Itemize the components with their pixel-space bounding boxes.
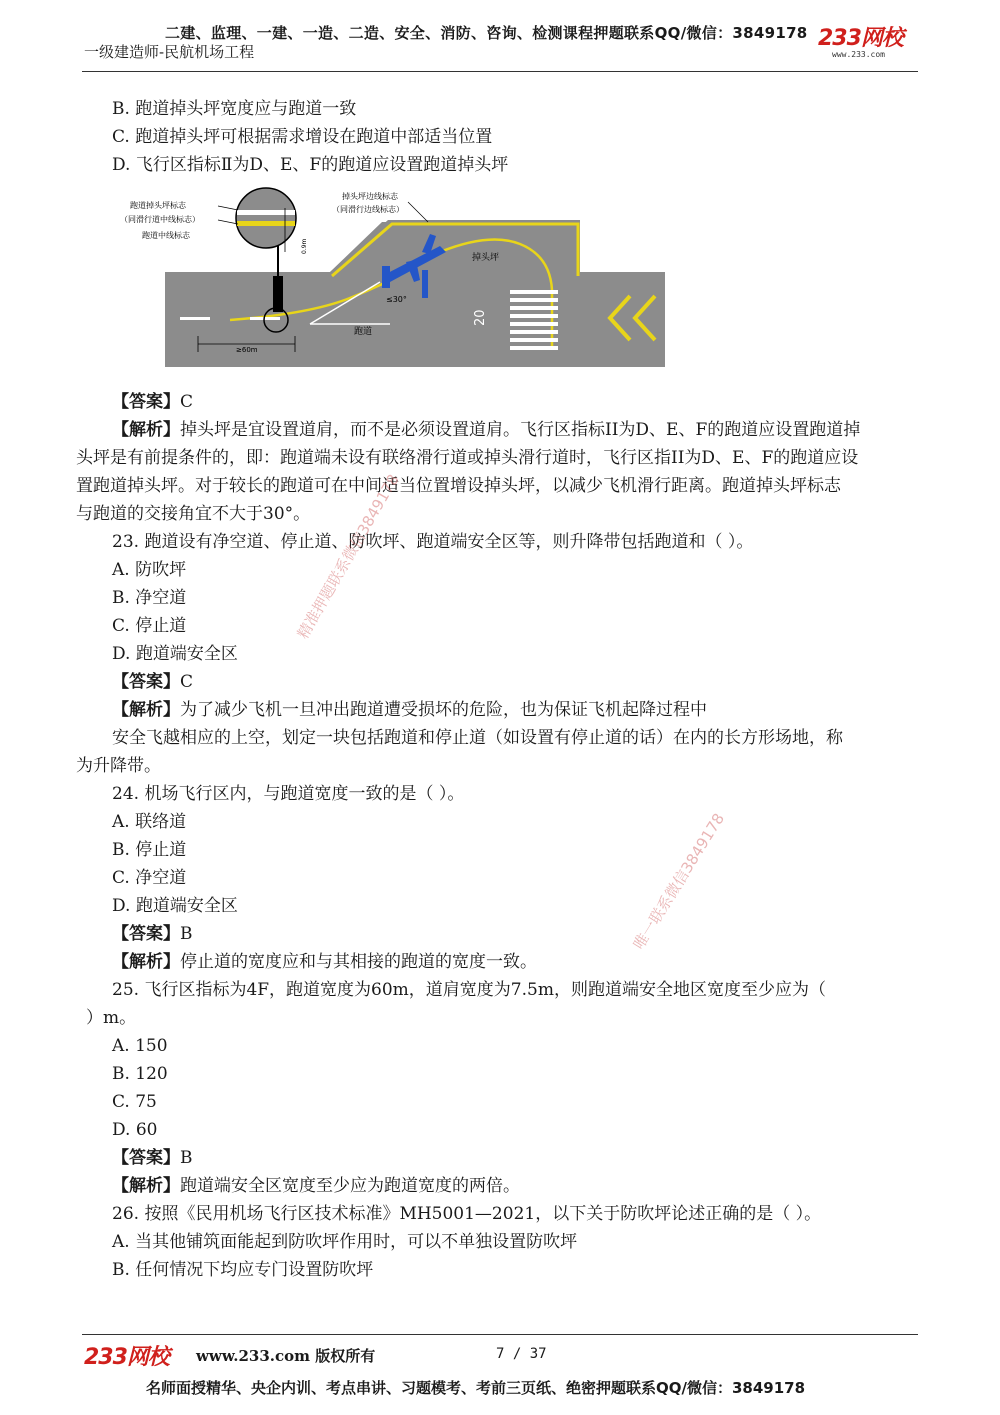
header-logo-text: 233网校 <box>818 26 903 51</box>
q22-analysis-l3: 置跑道掉头坪。对于较长的跑道可在中间适当位置增设掉头坪，以减少飞机滑行距离。跑道掉头坪标志 <box>76 476 841 496</box>
q25-answer <box>112 1146 193 1170</box>
q22-option-d: D. 飞行区指标Ⅱ为D、E、F的跑道应设置跑道掉头坪 <box>112 155 509 175</box>
q25-stem-l1: 25. 飞行区指标为4F，跑道宽度为60m，道肩宽度为7.5m，则跑道端安全地区宽度至少应为（ <box>112 980 826 1000</box>
q23-analysis-l2: 安全飞越相应的上空，划定一块包括跑道和停止道（如设置有停止道的话）在内的长方形场地，称 <box>112 728 843 748</box>
label-turnpad-marking: 跑道掉头坪标志 <box>130 201 186 210</box>
q23-analysis-l3: 为升降带。 <box>76 756 161 776</box>
q23-analysis-text-1: 为了减少飞机一旦冲出跑道遭受损坏的危险，也为保证飞机起降过程中 <box>180 700 707 720</box>
label-same-edge: （同滑行边线标志） <box>332 205 404 214</box>
q24-analysis-l1 <box>112 950 537 974</box>
q25-analysis-l1 <box>112 1174 520 1198</box>
label-edge-marking: 掉头坪边线标志 <box>342 192 398 201</box>
q22-analysis-l4: 与跑道的交接角宜不大于30°。 <box>76 504 311 524</box>
q23-option-c: C. 停止道 <box>112 616 187 636</box>
q23-answer-value: C <box>180 672 194 692</box>
header-logo-url: www.233.com <box>832 50 885 59</box>
magnifier-circle-top <box>236 188 296 248</box>
q23-option-a: A. 防吹坪 <box>112 560 187 580</box>
q24-answer <box>112 922 193 946</box>
q23-answer-tag: 【答案】 <box>112 672 180 692</box>
q24-option-a: A. 联络道 <box>112 812 187 832</box>
label-runway-number: 20 <box>473 309 488 326</box>
q25-analysis-text-1: 跑道端安全区宽度至少应为跑道宽度的两倍。 <box>180 1176 520 1196</box>
q23-analysis-tag: 【解析】 <box>112 700 180 720</box>
q25-answer-value: B <box>180 1148 193 1168</box>
header-logo <box>818 28 918 62</box>
q22-analysis-l1 <box>112 418 860 442</box>
page-number: 7 / 37 <box>496 1346 547 1362</box>
header-divider <box>82 71 918 72</box>
q22-analysis-l2: 头坪是有前提条件的，即：跑道端未设有联络滑行道或掉头滑行道时，飞行区指II为D、E、F的跑道应设 <box>76 448 859 468</box>
label-turnpad: 掉头坪 <box>472 253 500 263</box>
header-document-title: 一级建造师-民航机场工程 <box>84 43 255 61</box>
q24-analysis-tag: 【解析】 <box>112 952 180 972</box>
q25-answer-tag: 【答案】 <box>112 1148 180 1168</box>
q24-answer-value: B <box>180 924 193 944</box>
q22-answer-value: C <box>180 392 194 412</box>
q23-stem: 23. 跑道设有净空道、停止道、防吹坪、跑道端安全区等，则升降带包括跑道和（ ）。 <box>112 532 754 552</box>
label-angle: ≤30° <box>386 295 407 304</box>
q24-option-c: C. 净空道 <box>112 868 187 888</box>
label-dist: ≥60m <box>236 346 258 354</box>
footer-contact-line: 名师面授精华、央企内训、考点串讲、习题模考、考前三页纸、绝密押题联系QQ/微信：3849178 <box>146 1379 806 1397</box>
turnpad-diagram <box>110 186 670 372</box>
footer-logo: 233网校 <box>84 1345 169 1370</box>
footer-divider <box>82 1334 918 1335</box>
q25-stem-l2: ）m。 <box>86 1008 137 1028</box>
q25-option-c: C. 75 <box>112 1092 157 1112</box>
header-contact-line: 二建、监理、一建、一造、二造、安全、消防、咨询、检测课程押题联系QQ/微信：3849178 <box>165 24 808 42</box>
q24-answer-tag: 【答案】 <box>112 924 180 944</box>
q22-option-c: C. 跑道掉头坪可根据需求增设在跑道中部适当位置 <box>112 127 493 147</box>
q23-option-d: D. 跑道端安全区 <box>112 644 238 664</box>
q22-answer-tag: 【答案】 <box>112 392 180 412</box>
q23-analysis-l1 <box>112 698 707 722</box>
q26-option-b: B. 任何情况下均应专门设置防吹坪 <box>112 1260 374 1280</box>
q25-analysis-tag: 【解析】 <box>112 1176 180 1196</box>
q26-stem: 26. 按照《民用机场飞行区技术标准》MH5001—2021，以下关于防吹坪论述正确的是（ ）。 <box>112 1204 822 1224</box>
q25-option-d: D. 60 <box>112 1120 158 1140</box>
q22-analysis-tag: 【解析】 <box>112 420 180 440</box>
q25-option-a: A. 150 <box>112 1036 168 1056</box>
q26-option-a: A. 当其他铺筑面能起到防吹坪作用时，可以不单独设置防吹坪 <box>112 1232 578 1252</box>
q24-option-b: B. 停止道 <box>112 840 187 860</box>
label-runway: 跑道 <box>354 327 373 337</box>
q23-answer <box>112 670 193 694</box>
label-small-dim: 0.9m <box>301 238 308 254</box>
q22-analysis-text-1: 掉头坪是宜设置道肩，而不是必须设置道肩。飞行区指标II为D、E、F的跑道应设置跑道掉 <box>180 420 861 440</box>
q24-option-d: D. 跑道端安全区 <box>112 896 238 916</box>
q22-answer <box>112 390 193 414</box>
watermark-1: 精准押题联系微信3849178 <box>293 471 403 642</box>
q22-option-b: B. 跑道掉头坪宽度应与跑道一致 <box>112 99 357 119</box>
watermark-2: 唯一联系微信3849178 <box>629 810 729 953</box>
q24-stem: 24. 机场飞行区内，与跑道宽度一致的是（ ）。 <box>112 784 465 804</box>
q24-analysis-text-1: 停止道的宽度应和与其相接的跑道的宽度一致。 <box>180 952 537 972</box>
label-same-taxi: （同滑行道中线标志） <box>120 215 200 224</box>
q25-option-b: B. 120 <box>112 1064 168 1084</box>
label-runway-centerline: 跑道中线标志 <box>142 231 190 240</box>
q23-option-b: B. 净空道 <box>112 588 187 608</box>
footer-copyright: www.233.com 版权所有 <box>196 1347 376 1365</box>
